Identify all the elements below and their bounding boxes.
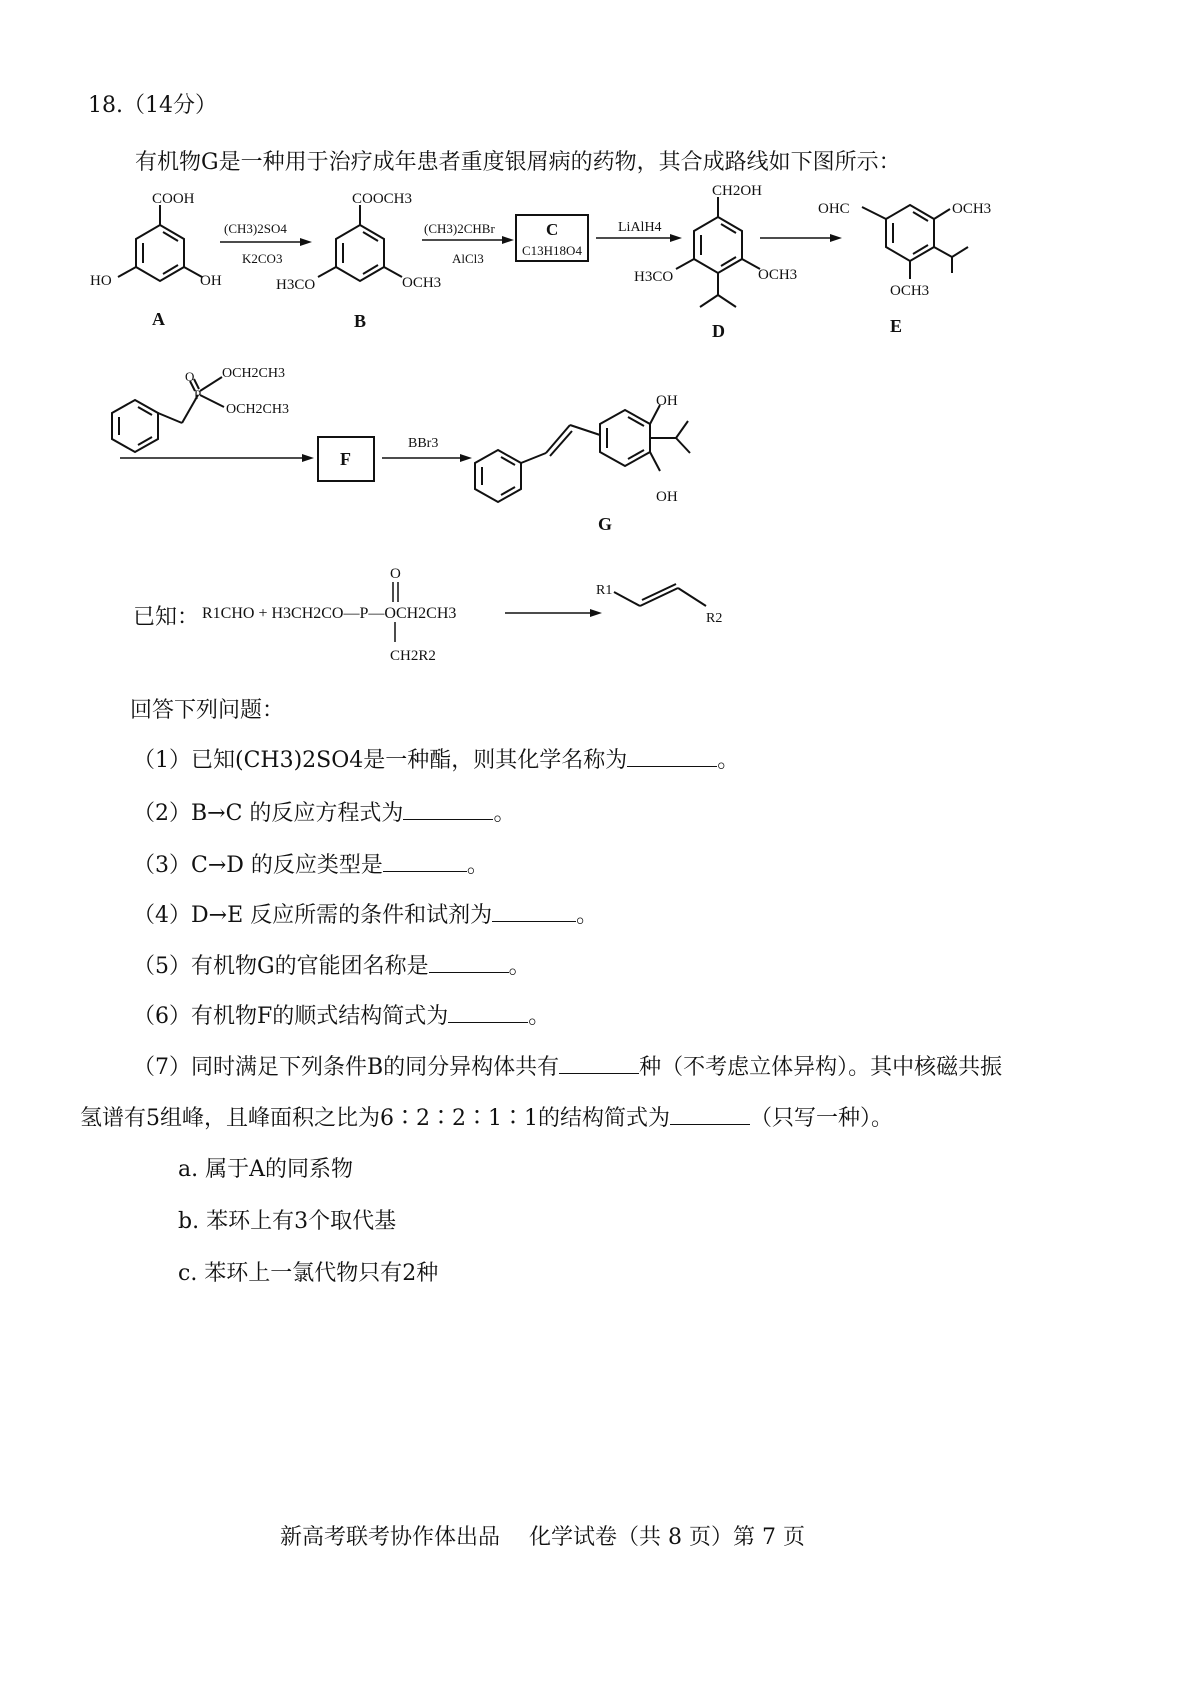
synthesis-scheme-row1 (0, 175, 1200, 355)
known-label: 已知： (133, 605, 200, 630)
compound-G (475, 405, 690, 502)
known-reactants: R1CHO + H3CH2CO—P—OCH2CH3 (202, 605, 457, 622)
answer-blank-4[interactable] (492, 901, 576, 922)
reagent-CD: LiAlH4 (618, 220, 662, 235)
question-4: （4）D→E 反应所需的条件和试剂为 。 (133, 903, 599, 928)
condition-c: c. 苯环上一氯代物只有2种 (178, 1261, 439, 1286)
intro-text: 有机物G是一种用于治疗成年患者重度银屑病的药物，其合成路线如下图所示： (135, 150, 901, 175)
B-right-group: OCH3 (402, 275, 442, 291)
benzyl-phosphonate-reagent (112, 377, 224, 452)
question-number: 18. (88, 93, 123, 118)
A-label: A (152, 309, 165, 329)
svg-text:O: O (185, 369, 195, 384)
answer-blank-7b[interactable] (670, 1104, 750, 1125)
known-P-substituent: CH2R2 (390, 648, 436, 664)
C-formula: C13H18O4 (522, 243, 582, 258)
B-top-group: COOCH3 (352, 191, 413, 207)
known-P-oxygen: O (390, 566, 401, 582)
D-label: D (712, 321, 725, 341)
question-score: （14分） (123, 93, 217, 118)
B-label: B (354, 311, 367, 331)
A-left-group: HO (90, 273, 112, 289)
question-header (88, 88, 217, 119)
question-3: （3）C→D 的反应类型是 。 (133, 853, 489, 878)
reagent-FG: BBr3 (408, 436, 439, 451)
question-2: （2）B→C 的反应方程式为 。 (133, 801, 516, 826)
reagent-AB-top: (CH3)2SO4 (224, 221, 287, 236)
B-left-group: H3CO (276, 277, 316, 293)
reagent-BC-bottom: AlCl3 (452, 251, 484, 266)
answer-blank-2[interactable] (403, 799, 493, 820)
G-top-OH: OH (656, 393, 678, 409)
question-1: （1）已知(CH3)2SO4是一种酯，则其化学名称为 。 (133, 748, 740, 773)
svg-text:P: P (194, 387, 202, 402)
F-label: F (340, 449, 351, 469)
G-bottom-OH: OH (656, 489, 678, 505)
compound-B (318, 205, 402, 281)
A-right-group: OH (200, 273, 222, 289)
D-right-group: OCH3 (758, 267, 798, 283)
E-label: E (890, 316, 903, 336)
synthesis-scheme-row2 (0, 355, 1200, 540)
E-aldehyde-group: OHC (818, 201, 850, 217)
G-label: G (598, 514, 613, 534)
question-5: （5）有机物G的官能团名称是 。 (133, 954, 531, 979)
compound-D (676, 197, 760, 307)
compound-A (118, 205, 202, 281)
answer-blank-5[interactable] (429, 952, 509, 973)
E-right-group: OCH3 (952, 201, 992, 217)
answer-prompt: 回答下列问题： (130, 698, 285, 723)
reagent-BC-top: (CH3)2CHBr (424, 221, 495, 236)
question-7-line2: 氢谱有5组峰，且峰面积之比为6∶2∶2∶1∶1的结构简式为 （只写一种）。 (80, 1106, 893, 1131)
known-product-R1: R1 (596, 583, 613, 598)
condition-b: b. 苯环上有3个取代基 (178, 1209, 397, 1234)
D-top-group: CH2OH (712, 183, 763, 199)
answer-blank-1[interactable] (627, 746, 717, 767)
question-7-line1: （7）同时满足下列条件B的同分异构体共有 种（不考虑立体异构）。其中核磁共振 (133, 1055, 1003, 1080)
question-6: （6）有机物F的顺式结构简式为 。 (133, 1004, 551, 1029)
phosphonate-group-1: OCH2CH3 (222, 366, 286, 381)
D-left-group: H3CO (634, 269, 674, 285)
answer-blank-3[interactable] (383, 851, 467, 872)
answer-blank-6[interactable] (448, 1002, 528, 1023)
answer-blank-7a[interactable] (559, 1053, 639, 1074)
page-footer: 新高考联考协作体出品 化学试卷（共 8 页）第 7 页 (280, 1525, 805, 1550)
A-top-group: COOH (152, 191, 195, 207)
known-product-R2: R2 (706, 611, 723, 626)
condition-a: a. 属于A的同系物 (178, 1157, 353, 1182)
phosphonate-group-2: OCH2CH3 (226, 402, 290, 417)
known-reaction (0, 560, 1200, 670)
E-bottom-group: OCH3 (890, 283, 930, 299)
C-label: C (546, 220, 559, 239)
reagent-AB-bottom: K2CO3 (242, 251, 283, 266)
